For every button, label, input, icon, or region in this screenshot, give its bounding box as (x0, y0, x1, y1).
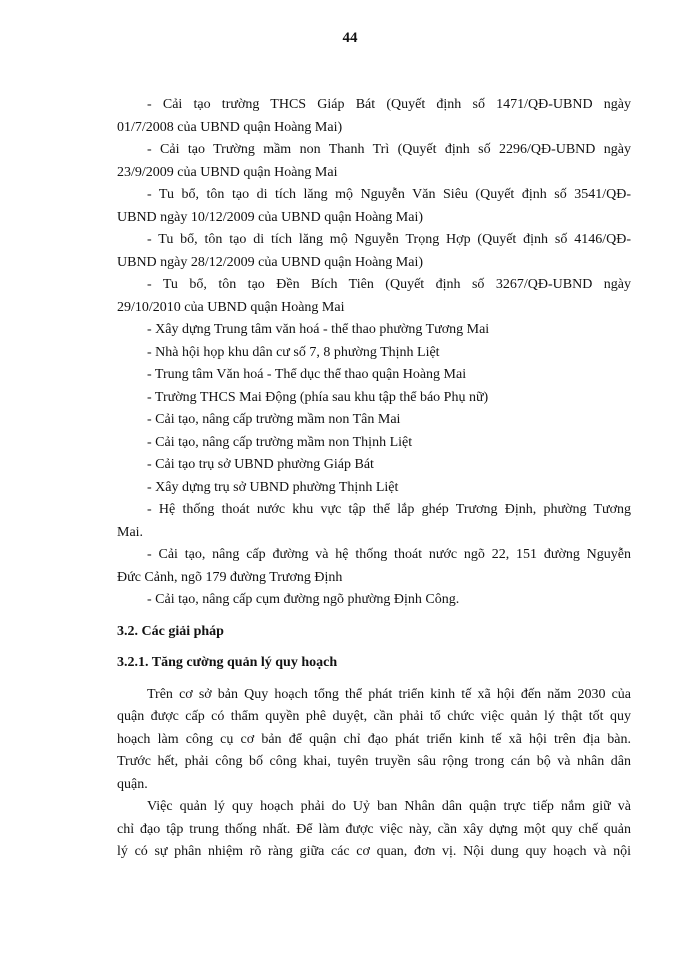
list-item-line: Mai. (117, 524, 144, 540)
paragraph (117, 796, 631, 864)
list-item-line: - Cải tạo trường THCS Giáp Bát (Quyết định số 1471/QĐ-UBND ngày (147, 97, 631, 112)
list-item-line: UBND ngày 28/12/2009 của UBND quận Hoàng Mai) (117, 254, 424, 270)
list-item-line: - Cải tạo Trường mầm non Thanh Trì (Quyết định số 2296/QĐ-UBND ngày (147, 142, 631, 157)
list-item-line: - Trường THCS Mai Động (phía sau khu tập thể báo Phụ nữ) (147, 389, 489, 405)
list-item (117, 319, 631, 342)
list-item-line: UBND ngày 10/12/2009 của UBND quận Hoàng Mai) (117, 209, 424, 225)
paragraph-line: chỉ đạo tập trung thống nhất. Để làm được việc này, cần xây dựng một quy chế quản (117, 821, 631, 837)
list-item (117, 364, 631, 387)
list-item-line: 29/10/2010 của UBND quận Hoàng Mai (117, 299, 345, 315)
list-item (117, 184, 631, 229)
paragraph-line: quận. (117, 776, 148, 792)
list-item-line: - Cải tạo, nâng cấp đường và hệ thống thoát nước ngõ 22, 151 đường Nguyễn (147, 547, 631, 562)
paragraph (117, 684, 631, 797)
list-item (117, 229, 631, 274)
list-item (117, 589, 631, 612)
list-item-line: - Cải tạo, nâng cấp trường mầm non Thịnh Liệt (147, 434, 413, 450)
list-item (117, 274, 631, 319)
list-item (117, 544, 631, 589)
paragraph-line: lý có sự phân nhiệm rõ ràng giữa các cơ quan, đơn vị. Nội dung quy hoạch và nội (117, 844, 631, 859)
list-item (117, 432, 631, 455)
paragraph-line: quận được cấp có thẩm quyền phê duyệt, cần phải tổ chức việc quản lý thật tốt quy (117, 709, 631, 724)
section-heading: 3.2. Các giải pháp (117, 623, 224, 639)
project-list (117, 94, 631, 612)
list-item (117, 342, 631, 365)
list-item-line: - Nhà hội họp khu dân cư số 7, 8 phường Thịnh Liệt (147, 344, 440, 360)
list-item-line: - Tu bổ, tôn tạo di tích lăng mộ Nguyễn Trọng Hợp (Quyết định số 4146/QĐ- (147, 232, 631, 247)
paragraph-line: hoạch làm công cụ cơ bản để quận chỉ đạo phát triển kinh tế xã hội trên địa bàn. (117, 731, 631, 747)
list-item-line: 01/7/2008 của UBND quận Hoàng Mai) (117, 119, 343, 135)
list-item-line: - Tu bổ, tôn tạo Đền Bích Tiên (Quyết định số 3267/QĐ-UBND ngày (147, 277, 631, 292)
list-item-line: - Tu bổ, tôn tạo di tích lăng mộ Nguyễn Văn Siêu (Quyết định số 3541/QĐ- (147, 187, 631, 202)
paragraph-line: Trên cơ sở bản Quy hoạch tổng thể phát triển kinh tế xã hội đến năm 2030 của (147, 686, 631, 702)
list-item-line: 23/9/2009 của UBND quận Hoàng Mai (117, 164, 338, 180)
list-item-line: - Trung tâm Văn hoá - Thể dục thể thao quận Hoàng Mai (147, 367, 467, 382)
list-item-line: - Xây dựng trụ sở UBND phường Thịnh Liệt (147, 479, 399, 495)
list-item-line: - Hệ thống thoát nước khu vực tập thể lắp ghép Trương Định, phường Tương (147, 502, 631, 517)
paragraph-line: Việc quản lý quy hoạch phải do Uỷ ban Nhân dân quận trực tiếp nắm giữ và (147, 799, 631, 814)
page-number: 44 (342, 30, 358, 46)
list-item-line: Đức Cảnh, ngõ 179 đường Trương Định (117, 569, 343, 585)
list-item (117, 454, 631, 477)
document-body (117, 94, 631, 864)
list-item (117, 409, 631, 432)
paragraph-line: Trước hết, phải công bố công khai, tuyên truyền sâu rộng trong cán bộ và nhân dân (117, 754, 631, 769)
list-item (117, 94, 631, 139)
list-item (117, 477, 631, 500)
list-item (117, 139, 631, 184)
list-item-line: - Xây dựng Trung tâm văn hoá - thể thao phường Tương Mai (147, 322, 490, 337)
list-item (117, 499, 631, 544)
list-item-line: - Cải tạo, nâng cấp cụm đường ngõ phường Định Công. (147, 592, 460, 607)
list-item (117, 387, 631, 410)
list-item-line: - Cải tạo, nâng cấp trường mầm non Tân Mai (147, 412, 401, 427)
list-item-line: - Cải tạo trụ sở UBND phường Giáp Bát (147, 457, 374, 472)
subsection-heading: 3.2.1. Tăng cường quản lý quy hoạch (117, 655, 338, 670)
